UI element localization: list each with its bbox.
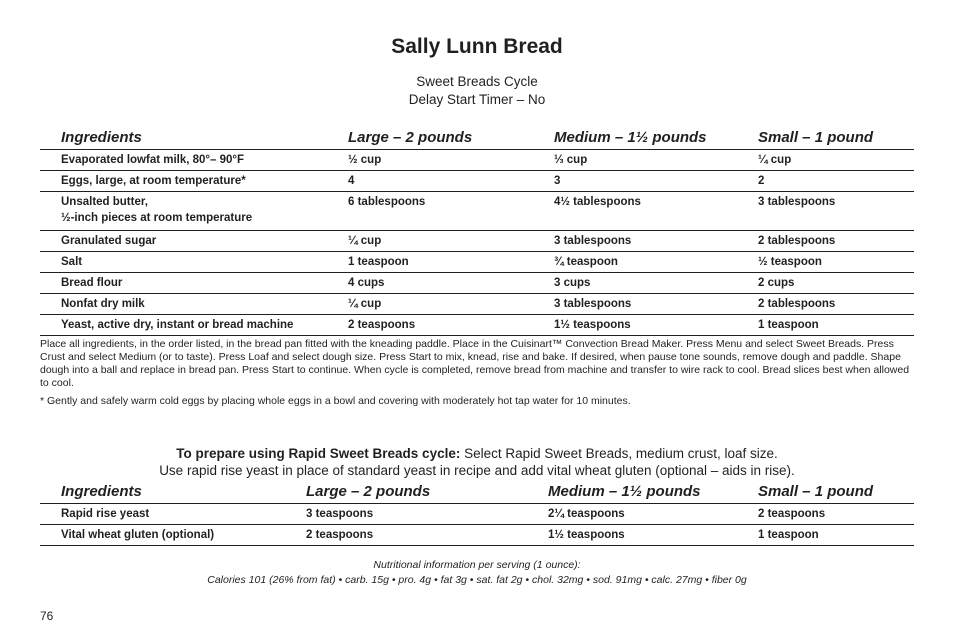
amount-large: 3 teaspoons — [306, 504, 548, 525]
table-row — [40, 525, 914, 546]
amount-medium: 4½ tablespoons — [554, 192, 758, 231]
column-header-medium: Medium – 1½ pounds — [548, 482, 758, 504]
rapid-cycle-text: Select Rapid Sweet Breads, medium crust, loaf size. — [460, 446, 778, 461]
rapid-cycle-line1 — [40, 445, 914, 463]
table-row — [40, 231, 914, 252]
amount-small: 2 teaspoons — [758, 504, 914, 525]
table-row — [40, 315, 914, 336]
table-row — [40, 171, 914, 192]
table-row — [40, 504, 914, 525]
amount-large: 1 teaspoon — [348, 252, 554, 273]
ingredient-name: Nonfat dry milk — [40, 294, 348, 315]
rapid-ingredients-table — [40, 482, 914, 546]
ingredients-table — [40, 128, 914, 336]
instructions-paragraph: Place all ingredients, in the order listed, in the bread pan fitted with the kneading paddle. Place in the Cuisinart™ Convection Bread Maker. Press Menu and select Sweet Breads. Press Crust and select Medium (or to taste). Press Loaf and select dough size. Press Start to mix, knead, rise and bake. If desired, when pause tone sounds, remove dough and paddle. Shape dough into a ball and replace in bread pan. Press Start to continue. When cycle is completed, remove bread from machine and transfer to wire rack to cool. Bread slices best when allowed to cool. — [40, 338, 910, 389]
amount-large: ¼ cup — [348, 294, 554, 315]
amount-medium: 1½ teaspoons — [548, 525, 758, 546]
amount-small: 2 tablespoons — [758, 231, 914, 252]
amount-medium: 2¼ teaspoons — [548, 504, 758, 525]
amount-large: ¼ cup — [348, 231, 554, 252]
recipe-title: Sally Lunn Bread — [391, 35, 563, 58]
table-row — [40, 252, 914, 273]
egg-footnote: * Gently and safely warm cold eggs by placing whole eggs in a bowl and covering with moderately hot tap water for 10 minutes. — [40, 395, 631, 407]
nutrition-heading: Nutritional information per serving (1 ounce): — [373, 559, 581, 571]
amount-medium: 3 tablespoons — [554, 231, 758, 252]
ingredient-name: Granulated sugar — [40, 231, 348, 252]
ingredient-name: Vital wheat gluten (optional) — [40, 525, 306, 546]
amount-small: 1 teaspoon — [758, 525, 914, 546]
amount-small: 2 — [758, 171, 914, 192]
table-header-row — [40, 128, 914, 150]
ingredient-name: Salt — [40, 252, 348, 273]
ingredient-name: Bread flour — [40, 273, 348, 294]
ingredient-name-line1: Unsalted butter, — [61, 196, 148, 208]
table-row — [40, 192, 914, 231]
amount-large: 2 teaspoons — [306, 525, 548, 546]
amount-large: 4 — [348, 171, 554, 192]
column-header-small: Small – 1 pound — [758, 482, 914, 504]
rapid-cycle-line2: Use rapid rise yeast in place of standard yeast in recipe and add vital wheat gluten (optional – aids in rise). — [159, 463, 795, 478]
page-number: 76 — [40, 609, 54, 623]
table-row — [40, 150, 914, 171]
amount-large: 4 cups — [348, 273, 554, 294]
ingredient-name: Eggs, large, at room temperature* — [40, 171, 348, 192]
amount-small: 2 tablespoons — [758, 294, 914, 315]
amount-small: 3 tablespoons — [758, 192, 914, 231]
ingredient-name: Rapid rise yeast — [40, 504, 306, 525]
table-row — [40, 273, 914, 294]
amount-small: ½ teaspoon — [758, 252, 914, 273]
amount-small: ¼ cup — [758, 150, 914, 171]
nutrition-values: Calories 101 (26% from fat) • carb. 15g • pro. 4g • fat 3g • sat. fat 2g • chol. 32mg • sod. 91mg • calc. 27mg • fiber 0g — [207, 574, 747, 586]
column-header-medium: Medium – 1½ pounds — [554, 128, 758, 150]
column-header-large: Large – 2 pounds — [306, 482, 548, 504]
ingredient-name-line2: ½-inch pieces at room temperature — [61, 212, 253, 224]
amount-large: 6 tablespoons — [348, 192, 554, 231]
table-header-row — [40, 482, 914, 504]
column-header-large: Large – 2 pounds — [348, 128, 554, 150]
ingredient-name: Yeast, active dry, instant or bread machine — [40, 315, 348, 336]
amount-medium: ¾ teaspoon — [554, 252, 758, 273]
amount-medium: 3 tablespoons — [554, 294, 758, 315]
column-header-ingredients: Ingredients — [40, 482, 306, 504]
amount-medium: 3 — [554, 171, 758, 192]
amount-medium: 3 cups — [554, 273, 758, 294]
delay-timer-label: Delay Start Timer – No — [408, 92, 546, 107]
amount-small: 2 cups — [758, 273, 914, 294]
column-header-ingredients: Ingredients — [40, 128, 348, 150]
cycle-label: Sweet Breads Cycle — [416, 74, 538, 89]
amount-medium: 1½ teaspoons — [554, 315, 758, 336]
amount-medium: ⅓ cup — [554, 150, 758, 171]
ingredient-name: Evaporated lowfat milk, 80°– 90°F — [40, 150, 348, 171]
table-row — [40, 294, 914, 315]
rapid-cycle-lead: To prepare using Rapid Sweet Breads cycle: — [176, 446, 461, 461]
amount-large: 2 teaspoons — [348, 315, 554, 336]
column-header-small: Small – 1 pound — [758, 128, 914, 150]
amount-large: ½ cup — [348, 150, 554, 171]
amount-small: 1 teaspoon — [758, 315, 914, 336]
ingredient-name — [40, 192, 348, 231]
